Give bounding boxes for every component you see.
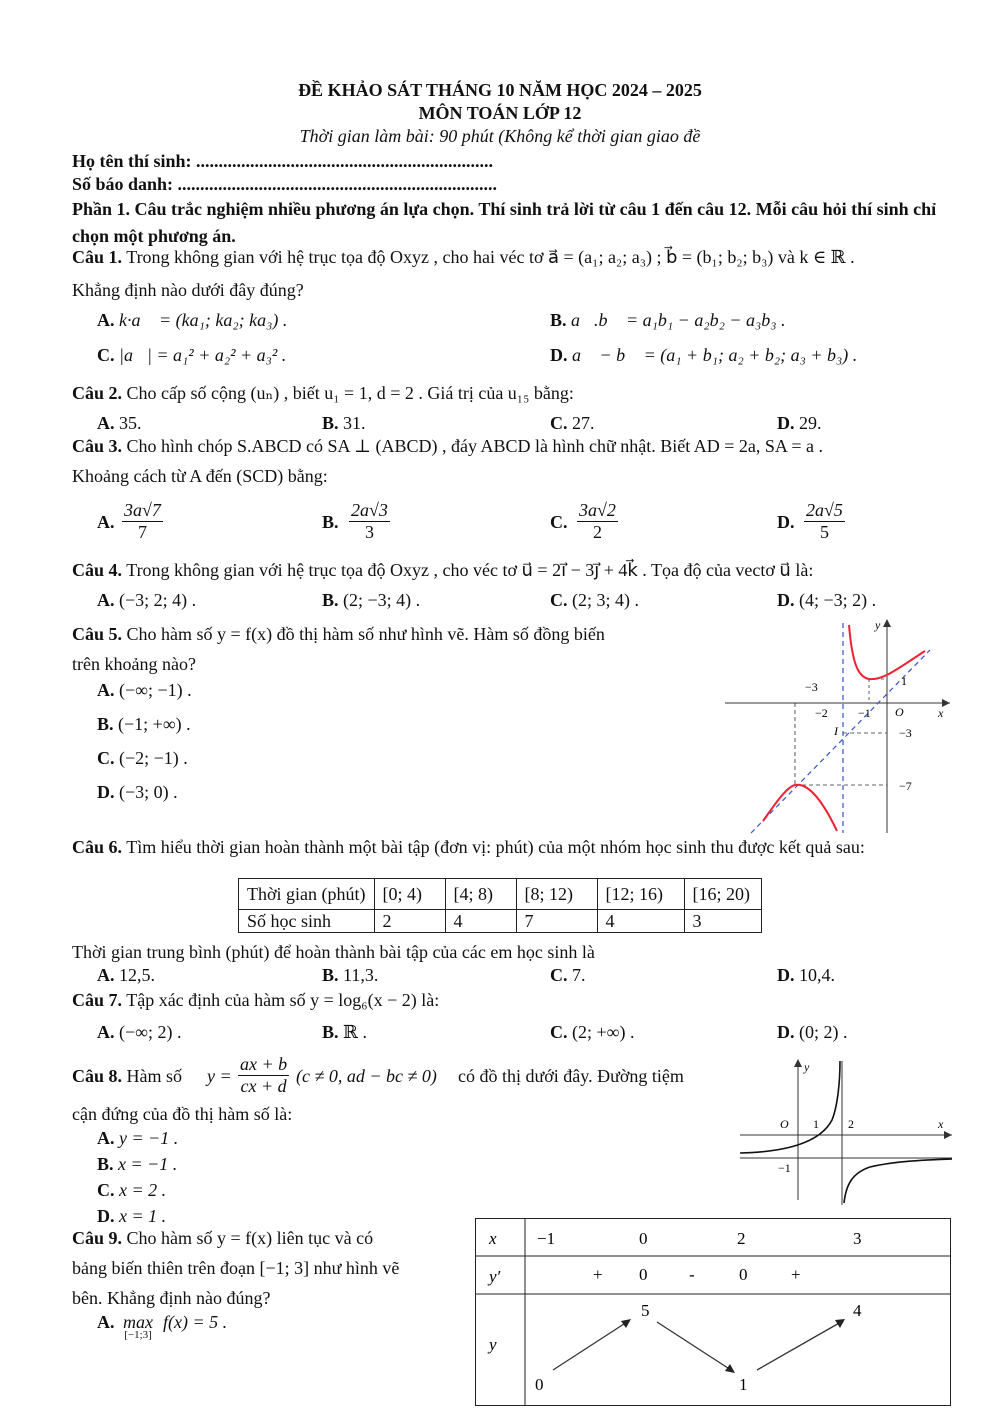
q3-option-c: C. bbox=[550, 512, 568, 532]
q4-option-d: D. (4; −3; 2) . bbox=[777, 590, 877, 610]
q7-d-text: (0; 2) . bbox=[799, 1022, 848, 1042]
q2-c-text: 27. bbox=[572, 413, 595, 433]
q5-label-minus3-x: −3 bbox=[805, 680, 818, 694]
q8-label-1: 1 bbox=[813, 1117, 819, 1131]
q7-text: Tập xác định của hàm số y = log₆(x − 2) là: bbox=[126, 990, 440, 1010]
q9-arrow-up-1 bbox=[553, 1322, 627, 1370]
q3-d-num: 2a√5 bbox=[806, 500, 843, 520]
q9-x-val: 0 bbox=[639, 1229, 648, 1248]
q5-b-text: (−1; +∞) . bbox=[118, 714, 191, 734]
q9-arrow-down bbox=[657, 1322, 731, 1370]
q4 bbox=[72, 560, 813, 581]
q4-d-text: (4; −3; 2) . bbox=[799, 590, 877, 610]
q2-option-a: A. 35. bbox=[97, 413, 142, 433]
q1-text: Trong không gian với hệ trục tọa độ Oxyz , cho hai véc tơ a⃗ = (a₁; a₂; a₃) ; b⃗ = (b₁; b₂; b₃) và k ∈ ℝ . bbox=[126, 247, 855, 267]
q6-option-b: B. 11,3. bbox=[322, 965, 379, 985]
q5-label-o: O bbox=[895, 705, 904, 719]
q8-b-text: x = −1 . bbox=[118, 1154, 178, 1174]
q3-a-num: 3a√7 bbox=[124, 500, 161, 520]
q9-y-val: 1 bbox=[739, 1375, 748, 1394]
q8-option-a: A. y = −1 . bbox=[97, 1128, 179, 1148]
q9-a-max bbox=[123, 1312, 153, 1341]
q8-label-2: 2 bbox=[848, 1117, 854, 1131]
q3-option-b: B. bbox=[322, 512, 339, 532]
q5-text: Cho hàm số y = f(x) đồ thị hàm số như hình vẽ. Hàm số đồng biến bbox=[126, 624, 605, 644]
q2-text: Cho cấp số cộng (uₙ) , biết u₁ = 1, d = 2 . Giá trị của u₁₅ bằng: bbox=[126, 383, 574, 403]
q9-label-x: x bbox=[489, 1229, 497, 1248]
q9-a-max-sub: [−1;3] bbox=[124, 1329, 152, 1341]
q8-option-b: B. x = −1 . bbox=[97, 1154, 178, 1174]
q3-b-num: 2a√3 bbox=[351, 500, 388, 520]
q5-label-1: 1 bbox=[901, 674, 907, 688]
q9-y-val: 4 bbox=[853, 1301, 862, 1320]
q9-x-val: 2 bbox=[737, 1229, 746, 1248]
q9-a-max-word: max bbox=[123, 1312, 153, 1332]
q2-option-d: D. 29. bbox=[777, 413, 822, 433]
q4-text: Trong không gian với hệ trục tọa độ Oxyz , cho véc tơ u⃗ = 2i⃗ − 3j⃗ + 4k⃗ . Tọa độ của vectơ u⃗ là: bbox=[126, 560, 814, 580]
q9 bbox=[72, 1228, 373, 1249]
q8-option-c: C. x = 2 . bbox=[97, 1180, 167, 1200]
q9-label-yprime: y′ bbox=[489, 1267, 501, 1286]
q1-b-text: a⃗.b⃗ = a₁b₁ − a₂b₂ − a₃b₃ . bbox=[571, 310, 786, 330]
exam-subject: MÔN TOÁN LỚP 12 bbox=[418, 103, 582, 123]
q3-text: Cho hình chóp S.ABCD có SA ⊥ (ABCD) , đáy ABCD là hình chữ nhật. Biết AD = 2a, SA = a . bbox=[126, 436, 823, 456]
q2-option-c: C. 27. bbox=[550, 413, 595, 433]
q5-label-i: I bbox=[834, 724, 838, 738]
q8-y-arrow bbox=[794, 1059, 802, 1067]
q1-option-a: A. k·a⃗ = (ka₁; ka₂; ka₃) . bbox=[97, 310, 288, 330]
q6-option-c: C. 7. bbox=[550, 965, 586, 985]
q7 bbox=[72, 990, 439, 1011]
exam-title: ĐỀ KHẢO SÁT THÁNG 10 NĂM HỌC 2024 – 2025 bbox=[298, 80, 702, 100]
q2-option-b: B. 31. bbox=[322, 413, 366, 433]
q3-option-d: D. bbox=[777, 512, 795, 532]
q4-option-b: B. (2; −3; 4) . bbox=[322, 590, 421, 610]
q7-option-b: B. ℝ . bbox=[322, 1022, 367, 1042]
q5-d-text: (−3; 0) . bbox=[119, 782, 178, 802]
q3-d-fraction bbox=[804, 500, 845, 543]
q5-option-b: B. (−1; +∞) . bbox=[97, 714, 191, 734]
q3-c-num: 3a√2 bbox=[579, 500, 616, 520]
q1-a-text: k·a⃗ = (ka₁; ka₂; ka₃) . bbox=[119, 310, 288, 330]
q3-label: Câu 3. bbox=[72, 436, 123, 456]
table-cell: [4; 8) bbox=[445, 879, 516, 910]
part1-intro: Phần 1. Câu trắc nghiệm nhiều phương án lựa chọn. Thí sinh trả lời từ câu 1 đến câu 12. Mỗi câu hỏi thí sinh chỉ chọn một phương án. bbox=[72, 199, 937, 246]
q7-option-d: D. (0; 2) . bbox=[777, 1022, 848, 1042]
q4-a-text: (−3; 2; 4) . bbox=[119, 590, 197, 610]
q8-label-o: O bbox=[780, 1117, 789, 1131]
q8-a-text: y = −1 . bbox=[119, 1128, 179, 1148]
table-cell: 4 bbox=[597, 910, 684, 933]
q4-option-a: A. (−3; 2; 4) . bbox=[97, 590, 197, 610]
q5-label-minus2: −2 bbox=[815, 706, 828, 720]
q9-sign: 0 bbox=[639, 1265, 648, 1284]
q8-graph bbox=[740, 1055, 955, 1205]
q2-a-text: 35. bbox=[119, 413, 142, 433]
q9-sign: + bbox=[791, 1265, 801, 1284]
q3-a-den: 7 bbox=[137, 522, 147, 542]
q3-c-den: 2 bbox=[592, 522, 602, 542]
q6-a-text: 12,5. bbox=[119, 965, 155, 985]
table-cell: [16; 20) bbox=[684, 879, 761, 910]
q8-text-a: Hàm số bbox=[126, 1066, 183, 1086]
q6-text2: Thời gian trung bình (phút) để hoàn thành bài tập của các em học sinh là bbox=[72, 942, 595, 962]
q9-a-rest: f(x) = 5 . bbox=[163, 1312, 228, 1332]
q5-text2: trên khoảng nào? bbox=[72, 654, 196, 674]
q8-curve-right bbox=[844, 1159, 952, 1203]
q9-text: Cho hàm số y = f(x) liên tục và có bbox=[126, 1228, 374, 1248]
q3-d-den: 5 bbox=[819, 522, 829, 542]
q8-label-y: y bbox=[804, 1060, 810, 1074]
q9-y-val: 5 bbox=[641, 1301, 650, 1320]
q4-option-c: C. (2; 3; 4) . bbox=[550, 590, 639, 610]
q8-lhs: y = bbox=[207, 1066, 232, 1086]
q5-a-text: (−∞; −1) . bbox=[119, 680, 192, 700]
q5-option-d: D. (−3; 0) . bbox=[97, 782, 178, 802]
q1-option-b: B. a⃗.b⃗ = a₁b₁ − a₂b₂ − a₃b₃ . bbox=[550, 310, 786, 330]
q9-arrowhead bbox=[621, 1319, 631, 1328]
q8-option-d: D. x = 1 . bbox=[97, 1206, 167, 1226]
q1-option-c: C. |a⃗| = a₁² + a₂² + a₃² . bbox=[97, 345, 287, 365]
q3-text2: Khoảng cách từ A đến (SCD) bằng: bbox=[72, 466, 328, 486]
q5-label-x: x bbox=[938, 706, 944, 720]
q3 bbox=[72, 436, 823, 457]
q1-option-d: D. a⃗ − b⃗ = (a₁ + b₁; a₂ + b₂; a₃ + b₃) . bbox=[550, 345, 858, 365]
table-cell: Thời gian (phút) bbox=[239, 879, 375, 910]
q9-arrow-up-2 bbox=[757, 1322, 841, 1370]
q5-label-minus3: −3 bbox=[899, 726, 912, 740]
q7-label: Câu 7. bbox=[72, 990, 123, 1010]
table-row bbox=[239, 910, 762, 933]
q8-text-b: có đồ thị dưới đây. Đường tiệm bbox=[458, 1066, 684, 1086]
q5-y-arrow bbox=[883, 619, 891, 627]
q8 bbox=[72, 1066, 182, 1087]
table-cell: [8; 12) bbox=[516, 879, 597, 910]
q9-variation-table bbox=[475, 1218, 951, 1406]
q8-label-minus1: −1 bbox=[778, 1161, 791, 1175]
q9-label-y: y bbox=[489, 1335, 497, 1354]
q1-d-text: a⃗ − b⃗ = (a₁ + b₁; a₂ + b₂; a₃ + b₃) . bbox=[572, 345, 858, 365]
q9-arrowhead bbox=[725, 1364, 735, 1373]
q7-a-text: (−∞; 2) . bbox=[119, 1022, 182, 1042]
q8-c-text: x = 2 . bbox=[119, 1180, 167, 1200]
q8-label: Câu 8. bbox=[72, 1066, 123, 1086]
q7-c-text: (2; +∞) . bbox=[572, 1022, 635, 1042]
q1-label: Câu 1. bbox=[72, 247, 123, 267]
q8-label-x: x bbox=[938, 1117, 944, 1131]
q6-text: Tìm hiểu thời gian hoàn thành một bài tập (đơn vị: phút) của một nhóm học sinh thu được kết quả sau: bbox=[126, 837, 865, 857]
q9-arrowhead bbox=[835, 1319, 845, 1328]
q7-option-a: A. (−∞; 2) . bbox=[97, 1022, 182, 1042]
q2 bbox=[72, 383, 574, 404]
q9-label: Câu 9. bbox=[72, 1228, 123, 1248]
q9-text2: bảng biến thiên trên đoạn [−1; 3] như hình vẽ bbox=[72, 1258, 400, 1278]
q6-b-text: 11,3. bbox=[343, 965, 379, 985]
q3-c-fraction bbox=[577, 500, 618, 543]
table-row bbox=[239, 879, 762, 910]
q5-graph bbox=[725, 615, 955, 837]
q6-option-d: D. 10,4. bbox=[777, 965, 835, 985]
name-field: Họ tên thí sinh: .................................................................. bbox=[72, 151, 494, 171]
q3-b-fraction bbox=[349, 500, 390, 543]
q6-c-text: 7. bbox=[572, 965, 586, 985]
q8-fraction bbox=[238, 1054, 289, 1097]
q1 bbox=[72, 247, 855, 268]
q6-d-text: 10,4. bbox=[799, 965, 835, 985]
table-cell: 7 bbox=[516, 910, 597, 933]
table-cell: [12; 16) bbox=[597, 879, 684, 910]
table-cell: 2 bbox=[374, 910, 445, 933]
q8-curve-left bbox=[740, 1061, 840, 1153]
q5-c-text: (−2; −1) . bbox=[119, 748, 188, 768]
q5-label-minus1: −1 bbox=[858, 706, 871, 720]
id-field: Số báo danh: ....................................................................... bbox=[72, 174, 498, 194]
q2-d-text: 29. bbox=[799, 413, 822, 433]
table-cell: Số học sinh bbox=[239, 910, 375, 933]
q9-sign: - bbox=[689, 1265, 695, 1284]
q6-frequency-table bbox=[238, 878, 762, 933]
q8-d-text: x = 1 . bbox=[119, 1206, 167, 1226]
q9-option-a: A. bbox=[97, 1312, 115, 1332]
q7-option-c: C. (2; +∞) . bbox=[550, 1022, 635, 1042]
q3-option-a: A. bbox=[97, 512, 115, 532]
q8-text2: cận đứng của đồ thị hàm số là: bbox=[72, 1104, 293, 1124]
q9-text3: bên. Khẳng định nào đúng? bbox=[72, 1288, 271, 1308]
q9-x-val: −1 bbox=[537, 1229, 556, 1248]
q5-label: Câu 5. bbox=[72, 624, 123, 644]
q9-sign: 0 bbox=[739, 1265, 748, 1284]
exam-time: Thời gian làm bài: 90 phút (Không kể thời gian giao đề bbox=[299, 126, 701, 146]
q5-label-minus7: −7 bbox=[899, 779, 912, 793]
table-cell: 3 bbox=[684, 910, 761, 933]
q3-a-fraction bbox=[122, 500, 163, 543]
q9-x-val: 3 bbox=[853, 1229, 862, 1248]
table-cell: 4 bbox=[445, 910, 516, 933]
q6 bbox=[72, 834, 952, 861]
q4-label: Câu 4. bbox=[72, 560, 123, 580]
q2-b-text: 31. bbox=[343, 413, 366, 433]
q8-den: cx + d bbox=[240, 1076, 287, 1096]
q1-text2: Khẳng định nào dưới đây đúng? bbox=[72, 280, 304, 300]
q5-option-c: C. (−2; −1) . bbox=[97, 748, 188, 768]
q6-label: Câu 6. bbox=[72, 837, 123, 857]
q5-curve-left bbox=[763, 785, 837, 831]
q8-num: ax + b bbox=[240, 1054, 288, 1074]
q6-option-a: A. 12,5. bbox=[97, 965, 155, 985]
q9-y-val: 0 bbox=[535, 1375, 544, 1394]
q5 bbox=[72, 624, 605, 645]
table-cell: [0; 4) bbox=[374, 879, 445, 910]
q5-option-a: A. (−∞; −1) . bbox=[97, 680, 192, 700]
q8-cond: (c ≠ 0, ad − bc ≠ 0) bbox=[296, 1066, 437, 1086]
q5-label-y: y bbox=[875, 618, 881, 632]
q7-b-text: ℝ . bbox=[343, 1022, 367, 1042]
q4-b-text: (2; −3; 4) . bbox=[343, 590, 421, 610]
q4-c-text: (2; 3; 4) . bbox=[572, 590, 639, 610]
q1-c-text: |a⃗| = a₁² + a₂² + a₃² . bbox=[119, 345, 287, 365]
q9-sign: + bbox=[593, 1265, 603, 1284]
q8-x-arrow bbox=[944, 1131, 952, 1139]
q2-label: Câu 2. bbox=[72, 383, 123, 403]
q3-b-den: 3 bbox=[364, 522, 374, 542]
